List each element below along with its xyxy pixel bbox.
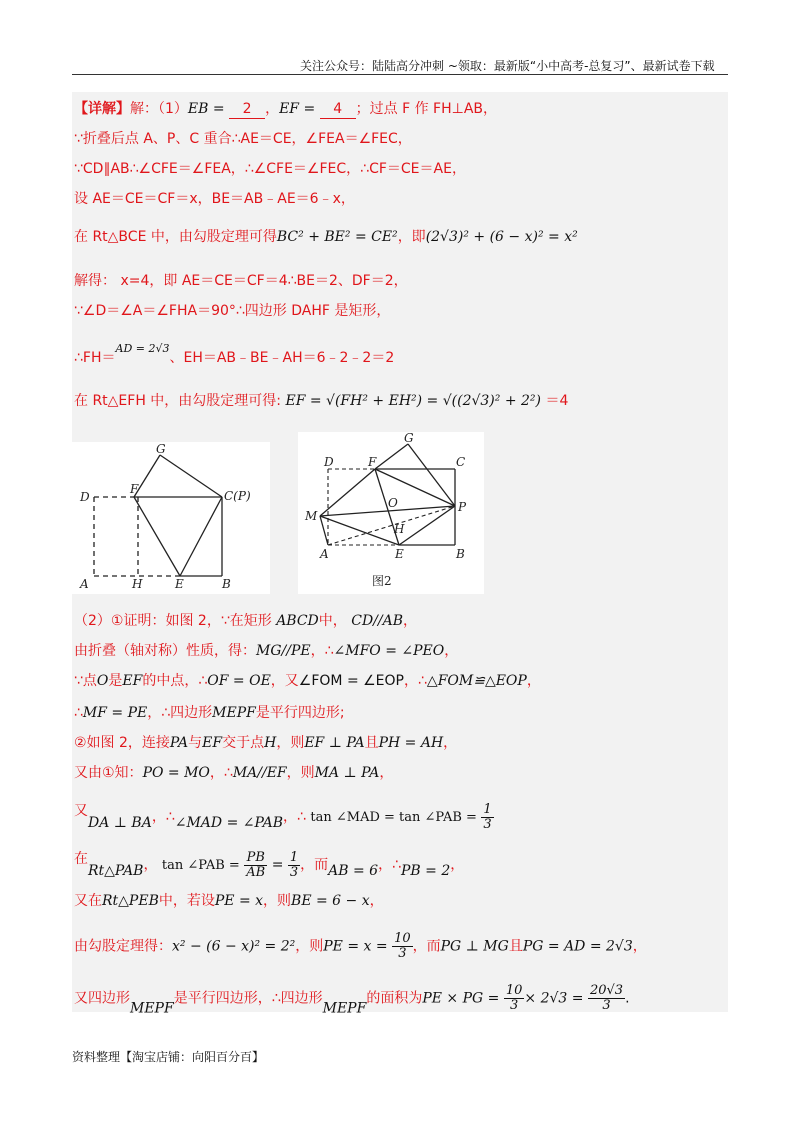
page-header: 关注公众号：陆陆高分冲刺 ~领取：最新版“小中高考-总复习”、最新试卷下载 xyxy=(300,59,715,73)
line-6: 解得： x=4，即 AE＝CE＝CF＝4∴BE＝2、DF＝2， xyxy=(74,273,408,289)
line-p2-7: 又DA ⊥ BA，∴∠MAD = ∠PAB，∴ tan ∠MAD = tan ∠PAB = $\frac{1}{3}$ xyxy=(74,801,492,832)
line-1: 【详解】解：（1）EB = 2 ，EF = 4 ；过点 F 作 FH⊥AB， xyxy=(74,101,498,117)
line-p2-8: 在Rt△PAB， tan ∠PAB = $\frac{PB}{AB}$ = $\frac{1}{3}$ ，而AB = 6，∴PB = 2， xyxy=(74,849,465,880)
line-p2-2: 由折叠（轴对称）性质，得：MG//PE，∴∠MFO = ∠PEO， xyxy=(74,643,459,659)
fig1-label-g: G xyxy=(156,442,166,456)
fig2-caption: 图2 xyxy=(372,574,392,588)
fig2-label-h: H xyxy=(394,522,405,536)
line-p2-4: ∴MF = PE，∴四边形MEPF是平行四边形; xyxy=(74,705,345,721)
fig2-label-f: F xyxy=(368,455,377,469)
line-4: 设 AE＝CE＝CF＝x，BE＝AB﹣AE＝6﹣x， xyxy=(74,191,355,207)
line-7: ∵∠D＝∠A＝∠FHA＝90°∴四边形 DAHF 是矩形， xyxy=(74,303,391,319)
line-p2-11: 又四边形MEPF是平行四边形，∴四边形MEPF的面积为PE × PG = $\frac{10}{3}$ × 2√3 = $\frac{20√3}{3}$ . xyxy=(74,983,630,1017)
fig1-label-e: E xyxy=(175,577,184,591)
line-2: ∵折叠后点 A、P、C 重合∴AE＝CE，∠FEA＝∠FEC， xyxy=(74,131,412,147)
fig1-label-a: A xyxy=(80,577,89,591)
fig2-label-g: G xyxy=(404,432,414,445)
figure-2 xyxy=(298,432,484,594)
fig2-label-o: O xyxy=(388,496,398,510)
line-5: 在 Rt△BCE 中，由勾股定理可得BC² + BE² = CE²，即(2√3)² + (6 − x)² = x² xyxy=(74,229,578,245)
fig1-label-d: D xyxy=(80,490,90,504)
fig1-label-h: H xyxy=(132,577,143,591)
figure-1 xyxy=(72,442,270,594)
page-footer: 资料整理【淘宝店铺：向阳百分百】 xyxy=(72,1050,265,1064)
line-9: 在 Rt△EFH 中，由勾股定理可得: EF = √(FH² + EH²) = √((2√3)² + 2²) ＝4 xyxy=(74,393,569,409)
fig2-label-d: D xyxy=(324,455,334,469)
fig2-label-e: E xyxy=(395,547,404,561)
fig2-label-c: C xyxy=(456,455,466,469)
line-p2-5: ②如图 2，连接PA与EF交于点H，则EF ⊥ PA且PH = AH， xyxy=(74,735,458,751)
answer-ef: 4 xyxy=(320,100,356,119)
line-3: ∵CD∥AB∴∠CFE＝∠FEA，∴∠CFE＝∠FEC，∴CF＝CE＝AE， xyxy=(74,161,466,177)
fig1-label-b: B xyxy=(222,577,231,591)
line-p2-1: （2）①证明：如图 2，∵在矩形 ABCD中， CD//AB， xyxy=(74,613,418,629)
fig2-label-b: B xyxy=(456,547,465,561)
header-rule xyxy=(72,74,728,75)
answer-eb: 2 xyxy=(229,100,265,119)
line-p2-10: 由勾股定理得：x² − (6 − x)² = 2²，则PE = x = $\frac{10}{3}$ ，而PG ⊥ MG且PG = AD = 2√3， xyxy=(74,931,647,961)
line-p2-6: 又由①知：PO = MO，∴MA//EF，则MA ⊥ PA， xyxy=(74,765,394,781)
fig1-label-f: F xyxy=(130,482,139,496)
line-8: ∴FH＝$^{AD = 2√3}$、EH＝AB﹣BE﹣AH＝6﹣2﹣2＝2 xyxy=(74,342,395,366)
fig1-label-c: C(P) xyxy=(224,489,251,503)
fig2-label-a: A xyxy=(320,547,329,561)
fig2-label-m: M xyxy=(305,509,318,523)
line-p2-9: 又在Rt△PEB中，若设PE = x，则BE = 6 − x， xyxy=(74,893,384,909)
fig2-label-p: P xyxy=(458,500,467,514)
line-p2-3: ∵点O是EF的中点，∴OF = OE，又∠FOM = ∠EOP，∴△FOM≌△EOP， xyxy=(74,673,541,689)
